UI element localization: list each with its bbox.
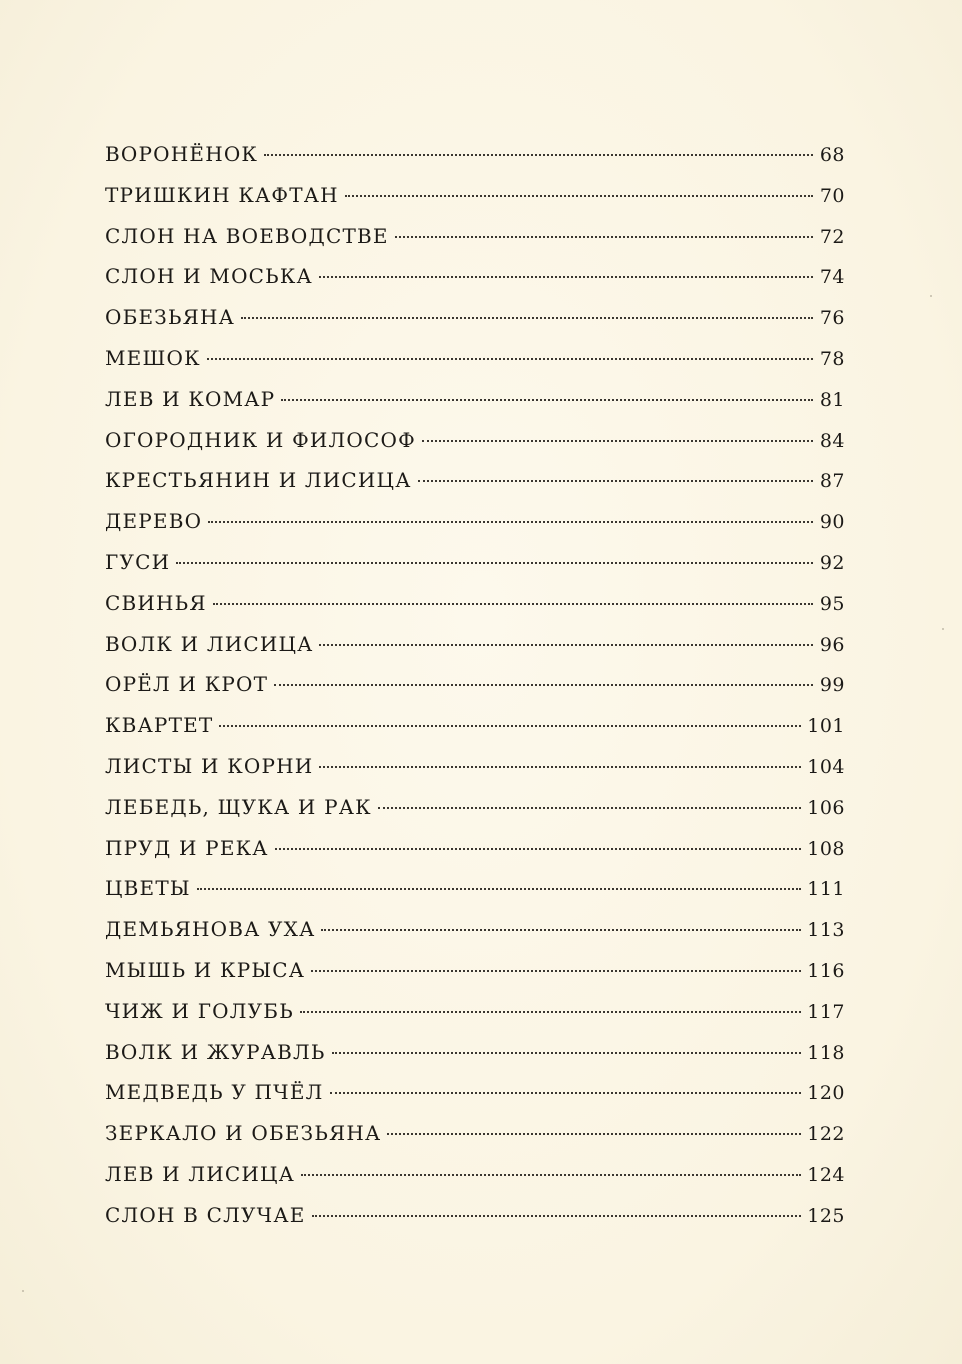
toc-entry: [105, 1162, 845, 1203]
toc-entry-page-number: 70: [819, 184, 845, 207]
toc-entry-title: ВОЛК И ЖУРАВЛЬ: [105, 1039, 326, 1064]
dot-leader: [345, 195, 813, 197]
toc-entry: [105, 509, 845, 550]
paper-speck: [942, 628, 944, 630]
toc-entry: [105, 1121, 845, 1162]
toc-entry: [105, 632, 845, 673]
toc-entry-page-number: 118: [807, 1041, 845, 1064]
toc-entry: [105, 672, 845, 713]
toc-entry-title: ТРИШКИН КАФТАН: [105, 182, 339, 207]
toc-entry-page-number: 96: [819, 633, 845, 656]
dot-leader: [332, 1052, 802, 1054]
toc-entry-title: ЛЕВ И КОМАР: [105, 386, 276, 411]
toc-entry-title: МЕШОК: [105, 345, 201, 370]
toc-entry-title: СЛОН И МОСЬКА: [105, 264, 313, 289]
toc-entry-title: СЛОН НА ВОЕВОДСТВЕ: [105, 223, 389, 248]
toc-entry: [105, 836, 845, 877]
toc-entry: [105, 1040, 845, 1081]
toc-entry-page-number: 101: [807, 715, 845, 738]
toc-entry-title: ВОРОНЁНОК: [105, 142, 259, 166]
dot-leader: [219, 725, 801, 727]
toc-entry-title: ЛЕБЕДЬ, ЩУКА И РАК: [105, 794, 372, 819]
dot-leader: [311, 970, 801, 972]
toc-entry-page-number: 90: [819, 511, 845, 534]
dot-leader: [241, 317, 813, 319]
toc-entry: [105, 795, 845, 836]
toc-entry-page-number: 95: [819, 592, 845, 615]
toc-entry: [105, 428, 845, 469]
dot-leader: [275, 848, 802, 850]
dot-leader: [208, 521, 813, 523]
toc-entry: [105, 917, 845, 958]
dot-leader: [197, 888, 801, 890]
toc-entry-title: ПРУД И РЕКА: [105, 835, 269, 860]
toc-entry-title: КРЕСТЬЯНИН И ЛИСИЦА: [105, 468, 412, 493]
paper-speck: [22, 1290, 24, 1292]
toc-entry: [105, 183, 845, 224]
dot-leader: [395, 236, 813, 238]
toc-entry-page-number: 120: [807, 1082, 845, 1105]
toc-entry-title: СВИНЬЯ: [105, 590, 207, 615]
toc-entry-page-number: 72: [819, 225, 845, 248]
toc-entry-title: ЦВЕТЫ: [105, 876, 191, 901]
toc-entry-page-number: 92: [819, 551, 845, 574]
toc-entry-page-number: 78: [819, 347, 845, 370]
toc-entry: [105, 550, 845, 591]
toc-entry: [105, 713, 845, 754]
paper-speck: [930, 295, 932, 297]
toc-entry-page-number: 87: [819, 470, 845, 493]
toc-entry-title: ЧИЖ И ГОЛУБЬ: [105, 998, 294, 1023]
toc-entry-page-number: 106: [807, 796, 845, 819]
toc-entry-title: ОРЁЛ И КРОТ: [105, 672, 269, 697]
toc-entry-page-number: 125: [807, 1204, 845, 1227]
toc-entry: [105, 591, 845, 632]
toc-entry-title: ВОЛК И ЛИСИЦА: [105, 631, 314, 656]
dot-leader: [378, 807, 801, 809]
dot-leader: [281, 399, 813, 401]
dot-leader: [207, 358, 813, 360]
dot-leader: [330, 1092, 802, 1094]
dot-leader: [213, 603, 813, 605]
toc-entry: [105, 346, 845, 387]
toc-entry-page-number: 108: [807, 837, 845, 860]
dot-leader: [422, 440, 813, 442]
toc-entry-title: ДЕРЕВО: [105, 509, 203, 534]
dot-leader: [301, 1174, 801, 1176]
toc-entry: [105, 142, 845, 183]
toc-entry-page-number: 116: [807, 959, 845, 982]
toc-entry-title: ДЕМЬЯНОВА УХА: [105, 917, 316, 942]
toc-entry-page-number: 111: [807, 878, 845, 901]
toc-entry-title: МЫШЬ И КРЫСА: [105, 957, 306, 982]
toc-entry: [105, 468, 845, 509]
toc-entry: [105, 999, 845, 1040]
toc-entry-page-number: 74: [819, 266, 845, 289]
toc-entry: [105, 305, 845, 346]
toc-entry: [105, 1080, 845, 1121]
toc-entry-title: ОГОРОДНИК И ФИЛОСОФ: [105, 427, 416, 452]
dot-leader: [319, 766, 801, 768]
dot-leader: [387, 1133, 801, 1135]
toc-entry: [105, 1203, 845, 1244]
toc-entry-page-number: 124: [807, 1163, 845, 1186]
toc-entry-page-number: 122: [807, 1123, 845, 1146]
toc-entry-page-number: 99: [819, 674, 845, 697]
dot-leader: [274, 684, 813, 686]
toc-entry-title: ЛЕВ И ЛИСИЦА: [105, 1161, 296, 1186]
toc-entry-title: ЗЕРКАЛО И ОБЕЗЬЯНА: [105, 1121, 382, 1146]
dot-leader: [321, 929, 801, 931]
toc-entry-page-number: 81: [819, 388, 845, 411]
toc-entry-title: СЛОН В СЛУЧАЕ: [105, 1202, 306, 1227]
toc-entry: [105, 754, 845, 795]
toc-entry: [105, 958, 845, 999]
toc-entry: [105, 876, 845, 917]
toc-entry-page-number: 104: [807, 755, 845, 778]
toc-entry-page-number: 84: [819, 429, 845, 452]
toc-entry: [105, 264, 845, 305]
dot-leader: [312, 1215, 802, 1217]
toc-entry: [105, 387, 845, 428]
dot-leader: [418, 480, 813, 482]
toc-entry-title: ЛИСТЫ И КОРНИ: [105, 753, 314, 778]
toc-entry-title: ГУСИ: [105, 549, 171, 574]
toc-entry-page-number: 117: [807, 1000, 845, 1023]
toc-entry-title: КВАРТЕТ: [105, 713, 214, 738]
toc-entry-page-number: 113: [807, 919, 845, 942]
dot-leader: [264, 154, 813, 156]
dot-leader: [319, 276, 813, 278]
dot-leader: [176, 562, 813, 564]
toc-entry-page-number: 68: [819, 144, 845, 166]
toc-entry-title: ОБЕЗЬЯНА: [105, 305, 235, 330]
dot-leader: [319, 644, 813, 646]
toc-entry-page-number: 76: [819, 307, 845, 330]
toc-entry: [105, 224, 845, 265]
dot-leader: [300, 1011, 801, 1013]
table-of-contents: [105, 142, 845, 1244]
toc-entry-title: МЕДВЕДЬ У ПЧЁЛ: [105, 1080, 324, 1105]
